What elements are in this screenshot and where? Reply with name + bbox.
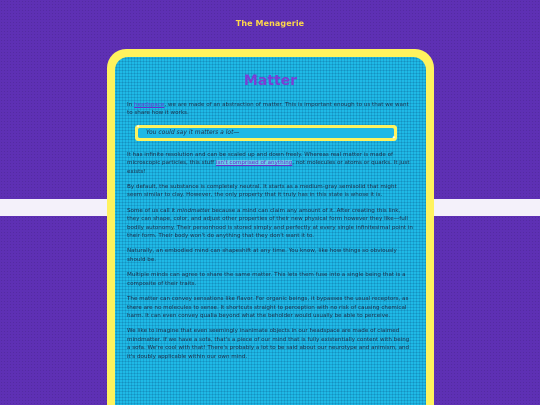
site-title[interactable]: The Menagerie <box>235 19 305 28</box>
paragraph-sensations: The matter can convey sensations like flavor. For organic beings, it bypasses the usual receptors, as there are no molecules to sense. It shortcuts straight to perception with no risk of causing chemical harm. It can even convey qualia beyond what the beholder would usually be able to perceive. <box>127 296 409 319</box>
paragraph-intro <box>127 101 413 118</box>
comprised-link[interactable]: isn't comprised of anything <box>215 160 293 167</box>
intro-text-start: In <box>127 102 134 108</box>
quote-box <box>135 125 397 141</box>
mindmatter-text-start: Some of us call it <box>127 207 177 214</box>
quote-text: You could say it matters a lot— <box>138 128 394 138</box>
resolution-text-start: It has infinite resolution and can be scaled up and down freely. Whereas real matter is made of microscopic particles, this stuff <box>127 151 394 167</box>
page-title: Matter <box>243 73 298 89</box>
paragraph-mindmatter <box>127 207 413 241</box>
headspace-link[interactable]: headspace <box>133 102 165 108</box>
intro-text-end: , we are made of an abstraction of matter. This is important enough to us that we want to share how it works. <box>127 102 409 117</box>
paragraph-fusion: Multiple minds can agree to share the same matter. This lets them fuse into a single being that is a composite of their traits. <box>127 272 406 287</box>
resolution-text-end: , not molecules or atoms or quarks. It just exists! <box>127 160 410 175</box>
article-card <box>115 57 426 405</box>
sparkle-icon: ✦ <box>136 123 141 130</box>
paragraph-resolution <box>127 151 413 176</box>
paragraph-neutral: By default, the substance is completely neutral. It starts as a medium-gray semisolid that might seem similar to clay. However, the only property that it truly has in this state is whose it is. <box>127 184 397 199</box>
mindmatter-term: mindmatter <box>176 207 211 214</box>
article-body <box>127 101 413 368</box>
paragraph-shapeshift: Naturally, an embodied mind can shapeshift at any time. You know, like how things so obviously should be. <box>127 248 397 263</box>
sparkle-icon: ✦ <box>391 134 396 141</box>
paragraph-objects: We like to imagine that even seemingly inanimate objects in our headspace are made of claimed mindmatter. If we have a sofa, that's a piece of our mind that is fully existentially content with being a sofa. We're cool with that! There's probably a lot to be said about our neurotype and animism, and it's doubly applicable within our own mind. <box>127 328 410 360</box>
mindmatter-text-end: because a mind can claim any amount of it. After creating this link, they can shape, color, and adjust other properties of their new physical form however they like—full bodily autonomy. Their personhood is stored simply and perfectly at every single infinitesimal point in their form. Their body won't do anything that they don't want it to. <box>127 207 413 240</box>
